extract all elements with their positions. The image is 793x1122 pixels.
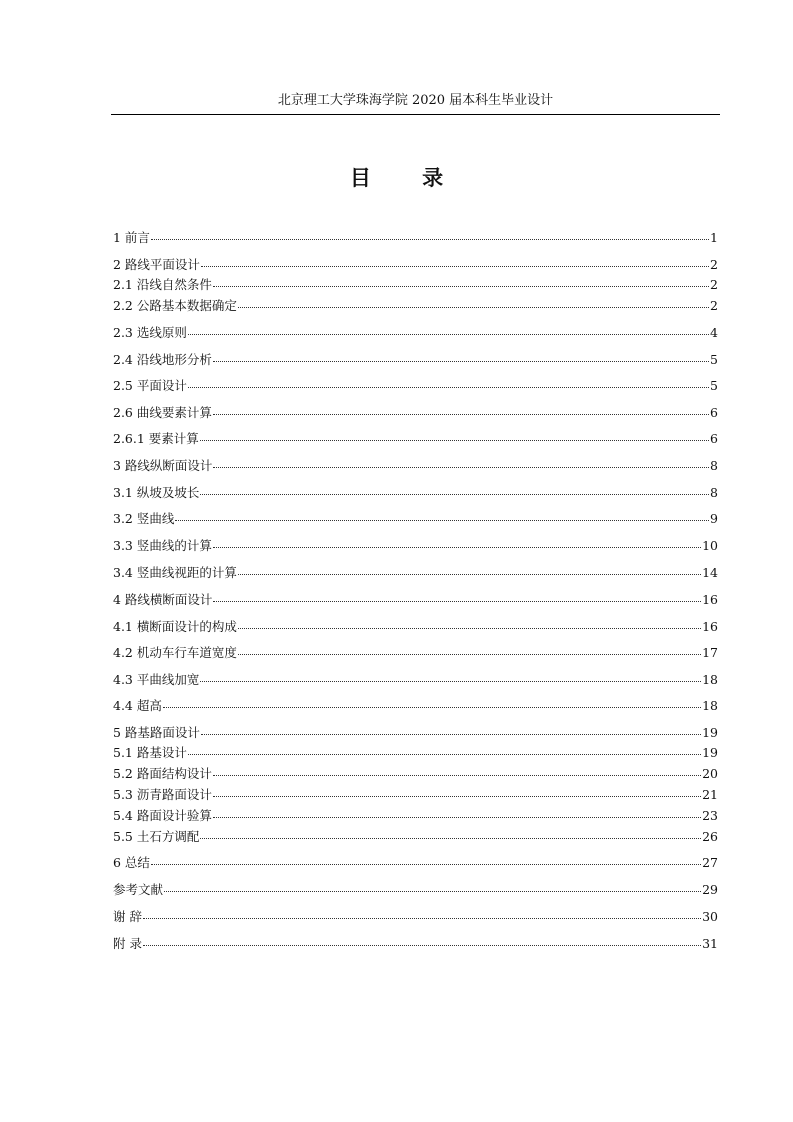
toc-entry-title: 5.4 路面设计验算 bbox=[113, 808, 212, 823]
toc-leader-dots bbox=[213, 761, 701, 776]
toc-entry-page: 8 bbox=[710, 458, 718, 473]
toc-entry[interactable] bbox=[113, 589, 718, 607]
toc-entry-page: 30 bbox=[702, 909, 718, 924]
toc-entry[interactable] bbox=[113, 669, 718, 687]
toc-entry[interactable] bbox=[113, 805, 718, 823]
toc-leader-dots bbox=[200, 426, 709, 441]
toc-leader-dots bbox=[238, 560, 701, 575]
toc-entry-title: 5.5 土石方调配 bbox=[113, 829, 200, 844]
toc-entry[interactable] bbox=[113, 642, 718, 660]
toc-leader-dots bbox=[143, 904, 701, 919]
toc-entry-title: 4 路线横断面设计 bbox=[113, 592, 213, 607]
toc-entry[interactable] bbox=[113, 763, 718, 781]
toc-leader-dots bbox=[143, 931, 701, 946]
toc-entry[interactable] bbox=[113, 784, 718, 802]
toc-entry-title: 2.6 曲线要素计算 bbox=[113, 405, 212, 420]
toc-entry[interactable] bbox=[113, 349, 718, 367]
toc-entry[interactable] bbox=[113, 852, 718, 870]
toc-entry-title: 1 前言 bbox=[113, 230, 150, 245]
toc-entry[interactable] bbox=[113, 274, 718, 292]
toc-entry[interactable] bbox=[113, 322, 718, 340]
toc-entry[interactable] bbox=[113, 906, 718, 924]
toc-entry-page: 5 bbox=[710, 352, 718, 367]
toc-leader-dots bbox=[238, 293, 709, 308]
toc-entry-title: 2.2 公路基本数据确定 bbox=[113, 298, 237, 313]
toc-leader-dots bbox=[201, 720, 701, 735]
toc-entry-page: 23 bbox=[702, 808, 718, 823]
toc-entry-page: 20 bbox=[702, 766, 718, 781]
toc-leader-dots bbox=[213, 587, 701, 602]
toc-entry[interactable] bbox=[113, 933, 718, 951]
toc-leader-dots bbox=[213, 400, 709, 415]
toc-entry[interactable] bbox=[113, 227, 718, 245]
toc-leader-dots bbox=[188, 740, 701, 755]
toc-entry-page: 17 bbox=[702, 645, 718, 660]
toc-leader-dots bbox=[213, 453, 709, 468]
toc-entry-page: 31 bbox=[702, 936, 718, 951]
toc-entry-page: 16 bbox=[702, 592, 718, 607]
toc-entry-title: 5.2 路面结构设计 bbox=[113, 766, 212, 781]
toc-entry-title: 4.2 机动车行车道宽度 bbox=[113, 645, 237, 660]
toc-entry[interactable] bbox=[113, 428, 718, 446]
toc-entry-page: 2 bbox=[710, 277, 718, 292]
toc-entry-title: 3.2 竖曲线 bbox=[113, 511, 175, 526]
toc-entry-page: 1 bbox=[710, 230, 718, 245]
toc-entry-page: 2 bbox=[710, 298, 718, 313]
toc-title: 目 录 bbox=[349, 165, 466, 190]
toc-leader-dots bbox=[175, 506, 709, 521]
toc-entry-page: 27 bbox=[702, 855, 718, 870]
toc-leader-dots bbox=[188, 320, 709, 335]
toc-entry-page: 16 bbox=[702, 619, 718, 634]
toc-entry-title: 2.6.1 要素计算 bbox=[113, 431, 199, 446]
toc-entry-page: 8 bbox=[710, 485, 718, 500]
toc-leader-dots bbox=[213, 782, 701, 797]
toc-leader-dots bbox=[151, 225, 709, 240]
toc-entry-page: 6 bbox=[710, 431, 718, 446]
toc-entry[interactable] bbox=[113, 402, 718, 420]
toc-entry[interactable] bbox=[113, 722, 718, 740]
toc-leader-dots bbox=[151, 850, 701, 865]
toc-entry-title: 4.1 横断面设计的构成 bbox=[113, 619, 237, 634]
toc-entry-title: 3 路线纵断面设计 bbox=[113, 458, 213, 473]
page-header: 北京理工大学珠海学院 2020 届本科生毕业设计 bbox=[111, 90, 720, 115]
toc-leader-dots bbox=[238, 614, 701, 629]
toc-entry[interactable] bbox=[113, 562, 718, 580]
toc-entry-page: 2 bbox=[710, 257, 718, 272]
toc-leader-dots bbox=[188, 373, 709, 388]
toc-entry[interactable] bbox=[113, 695, 718, 713]
toc-entry-title: 5.3 沥青路面设计 bbox=[113, 787, 212, 802]
toc-entry-page: 5 bbox=[710, 378, 718, 393]
toc-entry-page: 9 bbox=[710, 511, 718, 526]
toc-leader-dots bbox=[200, 667, 701, 682]
toc-leader-dots bbox=[238, 640, 701, 655]
toc-entry[interactable] bbox=[113, 375, 718, 393]
toc-entry-page: 29 bbox=[702, 882, 718, 897]
toc-entry-page: 18 bbox=[702, 672, 718, 687]
toc-entry[interactable] bbox=[113, 535, 718, 553]
toc-entry-title: 4.3 平曲线加宽 bbox=[113, 672, 200, 687]
toc-entry-title: 3.3 竖曲线的计算 bbox=[113, 538, 212, 553]
toc-entry[interactable] bbox=[113, 879, 718, 897]
toc-entry-title: 6 总结 bbox=[113, 855, 150, 870]
toc-entry-page: 18 bbox=[702, 698, 718, 713]
toc-entry-page: 19 bbox=[702, 725, 718, 740]
toc-entry-page: 14 bbox=[702, 565, 718, 580]
toc-entry[interactable] bbox=[113, 295, 718, 313]
toc-leader-dots bbox=[201, 252, 709, 267]
toc-entry-title: 5 路基路面设计 bbox=[113, 725, 200, 740]
toc-entry-page: 19 bbox=[702, 745, 718, 760]
toc-entry-title: 2 路线平面设计 bbox=[113, 257, 200, 272]
toc-entry-title: 2.5 平面设计 bbox=[113, 378, 187, 393]
toc-entry-title: 2.3 选线原则 bbox=[113, 325, 187, 340]
toc-entry[interactable] bbox=[113, 455, 718, 473]
toc-entry-page: 21 bbox=[702, 787, 718, 802]
toc-entry[interactable] bbox=[113, 254, 718, 272]
toc-leader-dots bbox=[200, 824, 701, 839]
toc-entry[interactable] bbox=[113, 482, 718, 500]
toc-entry-page: 4 bbox=[710, 325, 718, 340]
toc-entry-title: 4.4 超高 bbox=[113, 698, 162, 713]
toc-leader-dots bbox=[164, 877, 701, 892]
toc-entry-title: 2.4 沿线地形分析 bbox=[113, 352, 212, 367]
toc-entry-page: 10 bbox=[702, 538, 718, 553]
toc-leader-dots bbox=[213, 533, 701, 548]
toc-entry-page: 6 bbox=[710, 405, 718, 420]
toc-leader-dots bbox=[213, 803, 701, 818]
toc-entry[interactable] bbox=[113, 616, 718, 634]
toc-entry-title: 谢 辞 bbox=[113, 909, 142, 924]
toc-entry[interactable] bbox=[113, 742, 718, 760]
toc-entry[interactable] bbox=[113, 826, 718, 844]
toc-leader-dots bbox=[200, 480, 709, 495]
toc-entry-title: 5.1 路基设计 bbox=[113, 745, 187, 760]
toc-leader-dots bbox=[213, 272, 709, 287]
toc-entry-title: 3.1 纵坡及坡长 bbox=[113, 485, 200, 500]
toc-entry[interactable] bbox=[113, 508, 718, 526]
toc-entry-title: 2.1 沿线自然条件 bbox=[113, 277, 212, 292]
toc-leader-dots bbox=[163, 693, 701, 708]
toc-entry-title: 附 录 bbox=[113, 936, 142, 951]
toc-leader-dots bbox=[213, 347, 709, 362]
toc-entry-page: 26 bbox=[702, 829, 718, 844]
toc-entry-title: 参考文献 bbox=[113, 882, 164, 897]
toc-entry-title: 3.4 竖曲线视距的计算 bbox=[113, 565, 237, 580]
